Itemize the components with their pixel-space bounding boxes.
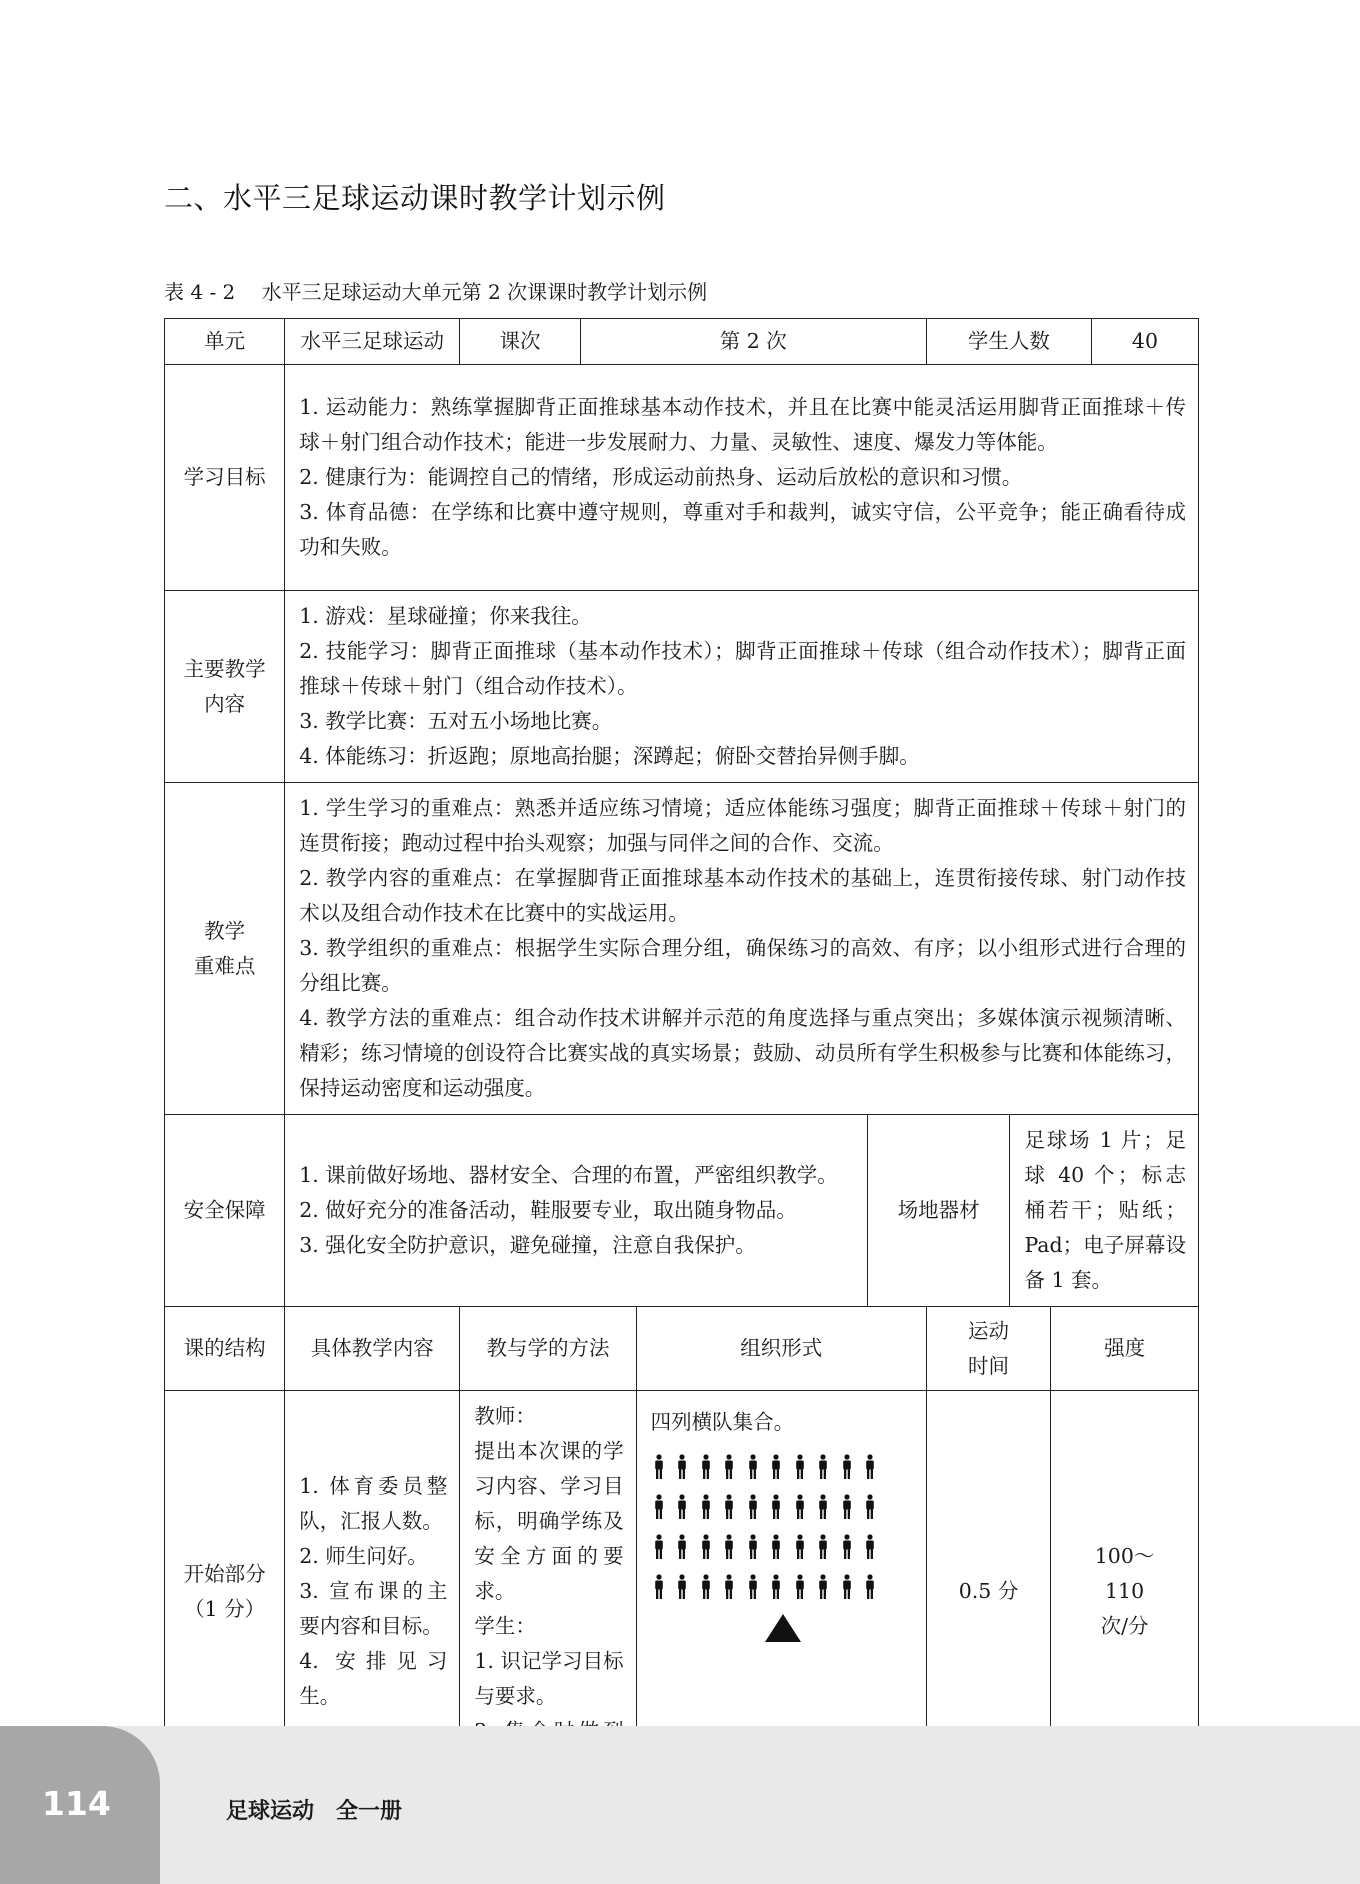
start-content-item: 1. 体育委员整队，汇报人数。: [299, 1474, 448, 1533]
session-value: 第 2 次: [580, 319, 926, 365]
content-item: 3. 教学比赛：五对五小场地比赛。: [299, 709, 613, 733]
student-figure-icon: [676, 1494, 700, 1522]
organization-col-label: 组织形式: [636, 1307, 926, 1391]
student-figure-icon: [817, 1494, 841, 1522]
session-label: 课次: [460, 319, 580, 365]
student-figure-icon: [747, 1454, 771, 1482]
student-figure-icon: [676, 1534, 700, 1562]
student-figure-icon: [747, 1494, 771, 1522]
formation-row: [651, 1488, 916, 1528]
table-caption-text: 水平三足球运动大单元第 2 次课课时教学计划示例: [261, 280, 708, 304]
student-figure-icon: [794, 1534, 818, 1562]
content-item: 1. 游戏：星球碰撞；你来我往。: [299, 604, 592, 628]
unit-value: 水平三足球运动: [285, 319, 460, 365]
students-label: 学生人数: [926, 319, 1091, 365]
equipment-label: 场地器材: [867, 1115, 1010, 1307]
student-figure-icon: [841, 1574, 865, 1602]
student-figure-icon: [864, 1454, 888, 1482]
student-figure-icon: [770, 1574, 794, 1602]
student-label: 学生：: [474, 1614, 536, 1638]
difficulties-label: 教学 重难点: [165, 783, 285, 1115]
student-figure-icon: [841, 1534, 865, 1562]
student-figure-icon: [864, 1574, 888, 1602]
triangle-teacher-icon: [763, 1612, 803, 1644]
time-col-label: 运动 时间: [926, 1307, 1050, 1391]
student-figure-icon: [817, 1454, 841, 1482]
student-figure-icon: [700, 1454, 724, 1482]
content-col-label: 具体教学内容: [285, 1307, 460, 1391]
footer-bar: [0, 1726, 1360, 1884]
safety-label: 安全保障: [165, 1115, 285, 1307]
student-figure-icon: [700, 1574, 724, 1602]
equipment-text: 足球场 1 片；足球 40 个；标志桶若干；贴纸；Pad；电子屏幕设备 1 套。: [1010, 1115, 1199, 1307]
student-figure-icon: [676, 1454, 700, 1482]
student-figure-icon: [723, 1454, 747, 1482]
student-figure-icon: [653, 1534, 677, 1562]
student-figure-icon: [676, 1574, 700, 1602]
student-figure-icon: [770, 1454, 794, 1482]
section-title: 二、水平三足球运动课时教学计划示例: [164, 181, 666, 215]
students-value: 40: [1091, 319, 1198, 365]
start-intensity: 100～ 110 次/分: [1051, 1391, 1199, 1793]
page-number: 114: [42, 1784, 111, 1823]
student-figure-icon: [653, 1574, 677, 1602]
teacher-marker: [651, 1612, 916, 1644]
start-content-item: 3. 宣布课的主要内容和目标。: [299, 1579, 448, 1638]
header-info-row: [165, 319, 1199, 365]
student-item: 1. 识记学习目标与要求。: [474, 1649, 624, 1708]
formation-row: [651, 1448, 916, 1488]
table-caption: [164, 276, 707, 305]
organization-text: 四列横队集合。: [650, 1410, 795, 1434]
student-figure-icon: [723, 1494, 747, 1522]
student-figure-icon: [841, 1494, 865, 1522]
difficulties-row: [165, 783, 1199, 1115]
unit-label: 单元: [165, 319, 285, 365]
student-figure-icon: [817, 1534, 841, 1562]
student-figure-icon: [700, 1534, 724, 1562]
student-figure-icon: [770, 1534, 794, 1562]
student-figure-icon: [770, 1494, 794, 1522]
student-figure-icon: [817, 1574, 841, 1602]
structure-header-row: [165, 1307, 1199, 1391]
start-content-item: 2. 师生问好。: [299, 1544, 428, 1568]
difficulty-item: 1. 学生学习的重难点：熟悉并适应练习情境；适应体能练习强度；脚背正面推球＋传球＋射门的连贯衔接；跑动过程中抬头观察；加强与同伴之间的合作、交流。: [299, 796, 1186, 855]
student-figure-icon: [653, 1454, 677, 1482]
student-figure-icon: [864, 1534, 888, 1562]
content-label: 主要教学 内容: [165, 591, 285, 783]
intensity-col-label: 强度: [1051, 1307, 1199, 1391]
student-figure-icon: [653, 1494, 677, 1522]
method-col-label: 教与学的方法: [460, 1307, 636, 1391]
student-figure-icon: [700, 1494, 724, 1522]
safety-row: [165, 1115, 1199, 1307]
formation-row: [651, 1568, 916, 1608]
student-figure-icon: [794, 1574, 818, 1602]
goals-label: 学习目标: [165, 365, 285, 591]
lesson-plan-table: [164, 318, 1199, 1793]
goal-item: 2. 健康行为：能调控自己的情绪，形成运动前热身、运动后放松的意识和习惯。: [299, 465, 1023, 489]
safety-text: [285, 1115, 868, 1307]
student-figure-icon: [723, 1574, 747, 1602]
student-figure-icon: [747, 1534, 771, 1562]
student-figure-icon: [723, 1534, 747, 1562]
start-part-label: 开始部分 （1 分）: [165, 1391, 285, 1793]
safety-item: 1. 课前做好场地、器材安全、合理的布置，严密组织教学。: [299, 1163, 838, 1187]
goal-item: 1. 运动能力：熟练掌握脚背正面推球基本动作技术，并且在比赛中能灵活运用脚背正面推球＋传球＋射门组合动作技术；能进一步发展耐力、力量、灵敏性、速度、爆发力等体能。: [299, 395, 1186, 454]
formation-row: [651, 1528, 916, 1568]
student-figure-icon: [864, 1494, 888, 1522]
content-item: 2. 技能学习：脚背正面推球（基本动作技术）；脚背正面推球＋传球（组合动作技术）；脚背正面推球＋传球＋射门（组合动作技术）。: [299, 639, 1186, 698]
difficulty-item: 4. 教学方法的重难点：组合动作技术讲解并示范的角度选择与重点突出；多媒体演示视频清晰、精彩；练习情境的创设符合比赛实战的真实场景；鼓励、动员所有学生积极参与比赛和体能练习，保持运动密度和运动强度。: [299, 1006, 1186, 1100]
student-figure-icon: [841, 1454, 865, 1482]
teacher-label: 教师：: [474, 1404, 536, 1428]
book-title: 足球运动 全一册: [226, 1799, 403, 1824]
content-item: 4. 体能练习：折返跑；原地高抬腿；深蹲起；俯卧交替抬异侧手脚。: [299, 744, 920, 768]
difficulties-text: [285, 783, 1199, 1115]
table-number: 表 4 - 2: [164, 280, 236, 304]
safety-item: 3. 强化安全防护意识，避免碰撞，注意自我保护。: [299, 1233, 756, 1257]
teacher-text: 提出本次课的学习内容、学习目标，明确学练及安全方面的要求。: [474, 1439, 624, 1603]
student-figure-icon: [794, 1454, 818, 1482]
goal-item: 3. 体育品德：在学练和比赛中遵守规则，尊重对手和裁判，诚实守信，公平竞争；能正确看待成功和失败。: [299, 500, 1186, 559]
start-content-item: 4. 安排见习生。: [299, 1649, 448, 1708]
difficulty-item: 3. 教学组织的重难点：根据学生实际合理分组，确保练习的高效、有序；以小组形式进行合理的分组比赛。: [299, 936, 1186, 995]
start-time: 0.5 分: [926, 1391, 1050, 1793]
safety-item: 2. 做好充分的准备活动，鞋服要专业，取出随身物品。: [299, 1198, 797, 1222]
goals-row: [165, 365, 1199, 591]
student-figure-icon: [794, 1494, 818, 1522]
formation-diagram: [651, 1448, 916, 1608]
student-figure-icon: [747, 1574, 771, 1602]
content-text: [285, 591, 1199, 783]
goals-text: [285, 365, 1199, 591]
content-row: [165, 591, 1199, 783]
difficulty-item: 2. 教学内容的重难点：在掌握脚背正面推球基本动作技术的基础上，连贯衔接传球、射门动作技术以及组合动作技术在比赛中的实战运用。: [299, 866, 1186, 925]
structure-col-label: 课的结构: [165, 1307, 285, 1391]
